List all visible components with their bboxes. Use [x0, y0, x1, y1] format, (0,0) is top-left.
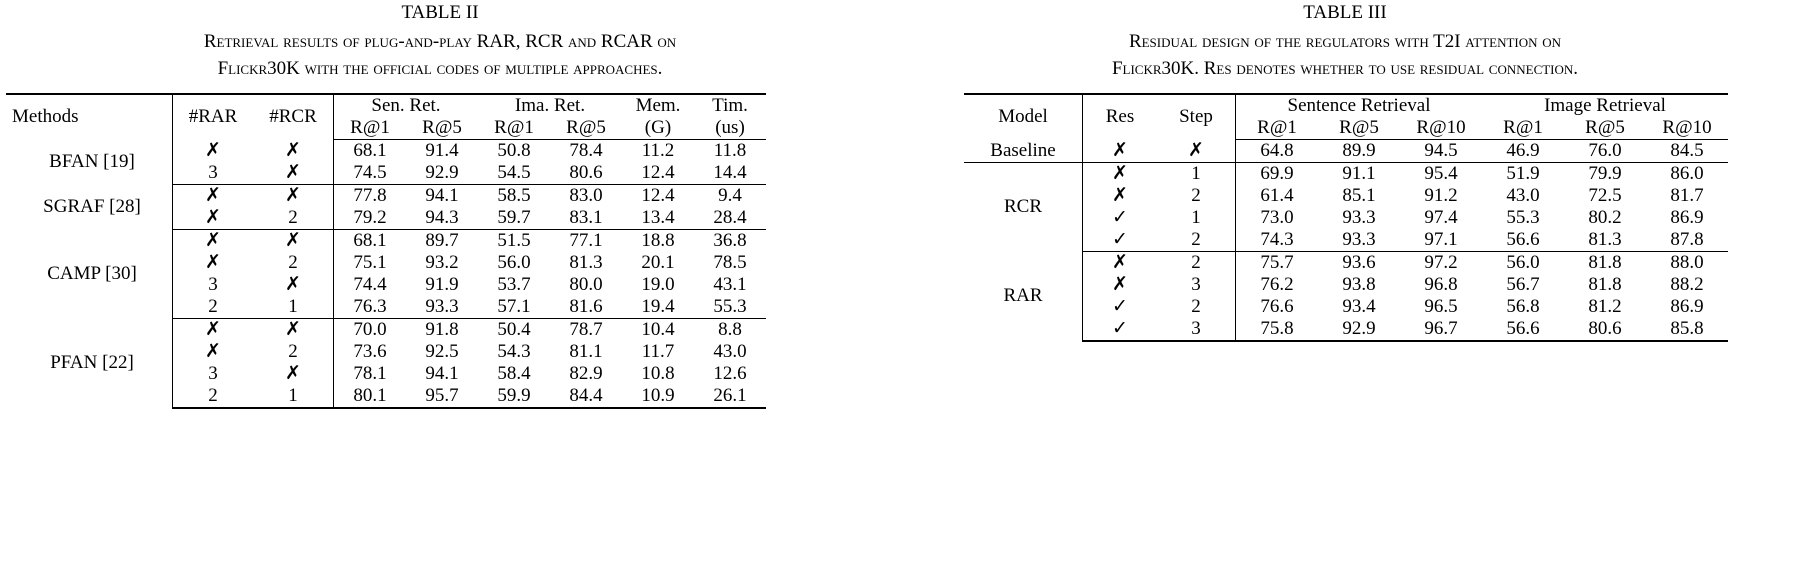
cell-s-r10: 96.8 — [1424, 273, 1458, 295]
table-3-model-label: RCR — [1003, 196, 1043, 218]
cell-rcr: 1 — [253, 385, 334, 408]
cell-sen-r1: 75.1 — [334, 252, 407, 274]
cell-mem: 10.9 — [622, 385, 694, 408]
cell-s-r1: 76.6 — [1236, 296, 1319, 318]
table-2-block — [0, 0, 880, 409]
cell-tim: 55.3 — [694, 296, 766, 319]
table-2-method-label: SGRAF [28] — [43, 195, 141, 217]
cell-sen-r1: 77.8 — [334, 184, 407, 207]
cell-ima-r1: 54.5 — [478, 162, 550, 185]
cell-i-r10: 88.2 — [1670, 273, 1704, 295]
cell-sen-r1: 68.1 — [334, 139, 407, 162]
table-2-header-tim-unit: (us) — [694, 117, 766, 140]
cell-i-r1: 46.9 — [1482, 139, 1564, 162]
table-3-caption-line-2: Flickr30K. Res denotes whether to use residual connection. — [1111, 57, 1579, 79]
cell-s-r10: 97.1 — [1400, 229, 1482, 252]
cell-mem: 19.0 — [641, 273, 675, 295]
cell-s-r10: 96.5 — [1424, 295, 1458, 317]
cell-i-r1: 51.9 — [1506, 162, 1540, 184]
table-2-caption — [0, 0, 880, 83]
cell-i-r1: 55.3 — [1506, 206, 1540, 228]
table-3-model-label: RAR — [1003, 285, 1043, 307]
cell-s-r5: 89.9 — [1318, 139, 1400, 162]
table-3-header-s-r10: R@10 — [1400, 117, 1482, 140]
cell-sen-r1: 73.6 — [334, 341, 407, 363]
cell-tim: 11.8 — [713, 139, 747, 161]
cell-mem: 11.2 — [641, 139, 675, 161]
cell-tim: 26.1 — [694, 385, 766, 408]
table-3-header-image-retrieval: Image Retrieval — [1482, 94, 1728, 117]
cell-sen-r1: 68.1 — [334, 229, 407, 252]
table-2-number: TABLE II — [401, 2, 479, 23]
cell-res: ✗ — [1083, 185, 1158, 207]
cell-i-r1: 56.0 — [1506, 251, 1540, 273]
cell-res: ✗ — [1083, 251, 1158, 274]
cell-tim: 8.8 — [718, 318, 742, 340]
cell-sen-r5: 94.3 — [406, 207, 478, 230]
cell-sen-r5: 93.2 — [425, 251, 459, 273]
cell-ima-r5: 84.4 — [550, 385, 622, 408]
cell-ima-r1: 56.0 — [497, 251, 531, 273]
cell-ima-r1: 58.4 — [497, 362, 531, 384]
cell-rcr: ✗ — [285, 140, 301, 162]
table-2-header-methods: Methods — [6, 94, 173, 140]
table-2-header-ima-r5: R@5 — [550, 117, 622, 140]
cell-s-r5: 93.6 — [1342, 251, 1376, 273]
cell-ima-r5: 81.6 — [550, 296, 622, 319]
table-row — [6, 139, 766, 162]
cell-mem: 13.4 — [622, 207, 694, 230]
cell-mem: 19.4 — [622, 296, 694, 319]
table-2-header-sen-ret: Sen. Ret. — [334, 94, 479, 117]
table-3-number: TABLE III — [1303, 2, 1387, 23]
table-2-method-label: PFAN [22] — [50, 352, 134, 374]
cell-step: 2 — [1191, 252, 1201, 274]
cell-i-r10: 86.0 — [1670, 162, 1704, 184]
cell-ima-r5: 81.1 — [569, 340, 603, 362]
table-2-method-label: BFAN [19] — [49, 150, 135, 172]
cell-i-r1: 43.0 — [1506, 184, 1540, 206]
cell-mem: 10.4 — [641, 318, 675, 340]
table-2-caption-line-1: Retrieval results of plug-and-play RAR, RCR and RCAR on — [203, 30, 677, 52]
cell-rar: ✗ — [173, 207, 254, 230]
cell-step: 3 — [1191, 274, 1201, 296]
cell-step: 3 — [1157, 318, 1236, 341]
cell-rar: ✗ — [173, 341, 254, 363]
cell-step: ✗ — [1157, 139, 1236, 162]
cell-i-r5: 81.3 — [1564, 229, 1646, 252]
cell-step: 2 — [1191, 185, 1201, 207]
cell-s-r1: 74.3 — [1236, 229, 1319, 252]
cell-mem: 12.4 — [641, 184, 675, 206]
cell-i-r1: 56.6 — [1482, 318, 1564, 341]
table-2-header-ima-ret: Ima. Ret. — [478, 94, 622, 117]
cell-s-r10: 97.4 — [1424, 206, 1458, 228]
cell-rcr: ✗ — [285, 363, 301, 385]
cell-i-r10: 87.8 — [1646, 229, 1728, 252]
table-2-header-mem: Mem. — [622, 94, 694, 117]
table-3-block — [900, 0, 1790, 342]
cell-i-r10: 86.9 — [1670, 295, 1704, 317]
cell-i-r10: 86.9 — [1670, 206, 1704, 228]
cell-rar: ✗ — [173, 229, 254, 252]
table-3-header-i-r10: R@10 — [1646, 117, 1728, 140]
cell-step: 2 — [1191, 296, 1201, 318]
table-3-header-model: Model — [964, 94, 1083, 140]
cell-ima-r5: 78.7 — [569, 318, 603, 340]
cell-sen-r5: 92.9 — [406, 162, 478, 185]
cell-s-r1: 64.8 — [1236, 139, 1319, 162]
table-row — [964, 251, 1728, 274]
cell-i-r10: 88.0 — [1670, 251, 1704, 273]
table-2-method-label: CAMP [30] — [47, 262, 137, 284]
cell-s-r1: 73.0 — [1236, 207, 1319, 229]
cell-sen-r1: 78.1 — [334, 363, 407, 385]
table-row — [964, 139, 1728, 162]
cell-i-r1: 56.8 — [1506, 295, 1540, 317]
cell-ima-r1: 50.4 — [497, 318, 531, 340]
cell-sen-r5: 91.9 — [425, 273, 459, 295]
table-2-header-ima-r1: R@1 — [478, 117, 550, 140]
table-2-header-sen-r1: R@1 — [334, 117, 407, 140]
cell-tim: 9.4 — [718, 184, 742, 206]
cell-sen-r5: 91.4 — [425, 139, 459, 161]
cell-res: ✓ — [1083, 207, 1158, 229]
cell-sen-r1: 74.5 — [334, 162, 407, 185]
cell-rcr: 2 — [288, 252, 298, 274]
cell-i-r5: 76.0 — [1564, 139, 1646, 162]
cell-i-r5: 80.2 — [1588, 206, 1622, 228]
cell-tim: 36.8 — [713, 229, 747, 251]
table-3-header-step: Step — [1157, 94, 1236, 140]
cell-tim: 28.4 — [694, 207, 766, 230]
cell-ima-r1: 51.5 — [497, 229, 531, 251]
cell-rcr: ✗ — [285, 185, 301, 207]
cell-tim: 43.1 — [713, 273, 747, 295]
cell-i-r5: 80.6 — [1564, 318, 1646, 341]
cell-res: ✗ — [1083, 274, 1158, 296]
table-2-caption-line-2: Flickr30K with the official codes of multiple approaches. — [217, 57, 663, 79]
cell-i-r5: 79.9 — [1588, 162, 1622, 184]
table-2 — [6, 93, 766, 409]
cell-ima-r5: 78.4 — [569, 139, 603, 161]
table-2-header-mem-unit: (G) — [622, 117, 694, 140]
cell-res: ✗ — [1083, 162, 1158, 185]
cell-ima-r5: 82.9 — [569, 362, 603, 384]
cell-ima-r1: 59.9 — [478, 385, 550, 408]
cell-ima-r5: 80.6 — [550, 162, 622, 185]
cell-step: 2 — [1157, 229, 1236, 252]
cell-step: 1 — [1191, 207, 1201, 229]
cell-res: ✓ — [1083, 229, 1158, 252]
table-3-header-s-r5: R@5 — [1318, 117, 1400, 140]
cell-rar: 3 — [173, 162, 254, 185]
table-2-header-row-1 — [6, 94, 766, 117]
cell-ima-r1: 58.5 — [497, 184, 531, 206]
table-2-header-tim: Tim. — [694, 94, 766, 117]
cell-s-r5: 93.4 — [1342, 295, 1376, 317]
cell-rar: ✗ — [173, 184, 254, 207]
table-row — [6, 184, 766, 207]
cell-rcr: ✗ — [285, 230, 301, 252]
cell-res: ✓ — [1083, 296, 1158, 318]
cell-mem: 10.8 — [641, 362, 675, 384]
cell-ima-r1: 54.3 — [497, 340, 531, 362]
cell-tim: 43.0 — [713, 340, 747, 362]
cell-ima-r1: 50.8 — [497, 139, 531, 161]
cell-rcr: 1 — [253, 296, 334, 319]
table-3-header-sentence-retrieval: Sentence Retrieval — [1236, 94, 1483, 117]
cell-rar: 3 — [173, 274, 254, 296]
cell-s-r5: 85.1 — [1342, 184, 1376, 206]
cell-res: ✓ — [1083, 318, 1158, 341]
cell-sen-r1: 70.0 — [334, 318, 407, 341]
table-3-caption-line-1: Residual design of the regulators with T2I attention on — [1128, 30, 1562, 52]
cell-ima-r5: 83.1 — [550, 207, 622, 230]
cell-s-r10: 96.7 — [1400, 318, 1482, 341]
cell-mem: 20.1 — [641, 251, 675, 273]
cell-s-r1: 69.9 — [1236, 162, 1319, 185]
table-2-header-rcr: #RCR — [253, 94, 334, 140]
cell-i-r10: 84.5 — [1646, 139, 1728, 162]
cell-tim: 14.4 — [694, 162, 766, 185]
cell-sen-r1: 74.4 — [334, 274, 407, 296]
cell-i-r5: 81.8 — [1588, 273, 1622, 295]
cell-step: 1 — [1191, 163, 1201, 185]
cell-sen-r1: 79.2 — [334, 207, 407, 230]
cell-rcr: 2 — [288, 341, 298, 363]
table-3-caption — [900, 0, 1790, 83]
cell-s-r1: 75.8 — [1236, 318, 1319, 341]
cell-i-r1: 56.6 — [1482, 229, 1564, 252]
cell-rar: 3 — [173, 363, 254, 385]
cell-tim: 78.5 — [713, 251, 747, 273]
cell-ima-r1: 59.7 — [478, 207, 550, 230]
cell-mem: 12.4 — [622, 162, 694, 185]
cell-ima-r1: 53.7 — [497, 273, 531, 295]
table-3-header-i-r1: R@1 — [1482, 117, 1564, 140]
cell-res: ✗ — [1083, 139, 1158, 162]
table-3-header-s-r1: R@1 — [1236, 117, 1319, 140]
cell-s-r10: 91.2 — [1424, 184, 1458, 206]
cell-rar: ✗ — [173, 139, 254, 162]
cell-sen-r5: 89.7 — [425, 229, 459, 251]
cell-rcr: ✗ — [253, 162, 334, 185]
cell-i-r10: 85.8 — [1646, 318, 1728, 341]
cell-rar: 2 — [173, 385, 254, 408]
cell-s-r5: 91.1 — [1342, 162, 1376, 184]
cell-s-r10: 95.4 — [1424, 162, 1458, 184]
cell-i-r5: 81.2 — [1588, 295, 1622, 317]
cell-rcr: 2 — [253, 207, 334, 230]
cell-ima-r5: 80.0 — [569, 273, 603, 295]
table-3-header-row-1 — [964, 94, 1728, 117]
cell-i-r10: 81.7 — [1670, 184, 1704, 206]
cell-sen-r5: 91.8 — [425, 318, 459, 340]
cell-tim: 12.6 — [713, 362, 747, 384]
cell-ima-r5: 77.1 — [569, 229, 603, 251]
table-2-header-rar: #RAR — [173, 94, 254, 140]
cell-mem: 11.7 — [641, 340, 675, 362]
cell-i-r5: 81.8 — [1588, 251, 1622, 273]
cell-sen-r5: 92.5 — [425, 340, 459, 362]
cell-sen-r5: 95.7 — [406, 385, 478, 408]
cell-s-r10: 97.2 — [1424, 251, 1458, 273]
cell-i-r1: 56.7 — [1506, 273, 1540, 295]
table-row — [6, 229, 766, 252]
cell-sen-r5: 94.1 — [425, 184, 459, 206]
table-row — [964, 162, 1728, 185]
cell-s-r10: 94.5 — [1400, 139, 1482, 162]
cell-s-r5: 92.9 — [1318, 318, 1400, 341]
cell-i-r5: 72.5 — [1588, 184, 1622, 206]
cell-ima-r5: 83.0 — [569, 184, 603, 206]
cell-s-r1: 61.4 — [1236, 185, 1319, 207]
table-3 — [964, 93, 1728, 342]
cell-rar: 2 — [173, 296, 254, 319]
cell-sen-r1: 76.3 — [334, 296, 407, 319]
cell-s-r5: 93.8 — [1342, 273, 1376, 295]
table-3-model-label: Baseline — [964, 139, 1083, 162]
table-row — [6, 318, 766, 341]
cell-rar: ✗ — [173, 318, 254, 341]
cell-mem: 18.8 — [641, 229, 675, 251]
cell-ima-r1: 57.1 — [478, 296, 550, 319]
table-3-header-res: Res — [1083, 94, 1158, 140]
cell-sen-r1: 80.1 — [334, 385, 407, 408]
cell-ima-r5: 81.3 — [569, 251, 603, 273]
cell-s-r1: 76.2 — [1236, 274, 1319, 296]
cell-sen-r5: 94.1 — [425, 362, 459, 384]
cell-s-r5: 93.3 — [1342, 206, 1376, 228]
cell-rcr: ✗ — [285, 319, 301, 341]
table-3-header-i-r5: R@5 — [1564, 117, 1646, 140]
cell-rar: ✗ — [173, 252, 254, 274]
table-2-header-sen-r5: R@5 — [406, 117, 478, 140]
cell-sen-r5: 93.3 — [406, 296, 478, 319]
cell-rcr: ✗ — [285, 274, 301, 296]
cell-s-r5: 93.3 — [1318, 229, 1400, 252]
cell-s-r1: 75.7 — [1236, 251, 1319, 274]
